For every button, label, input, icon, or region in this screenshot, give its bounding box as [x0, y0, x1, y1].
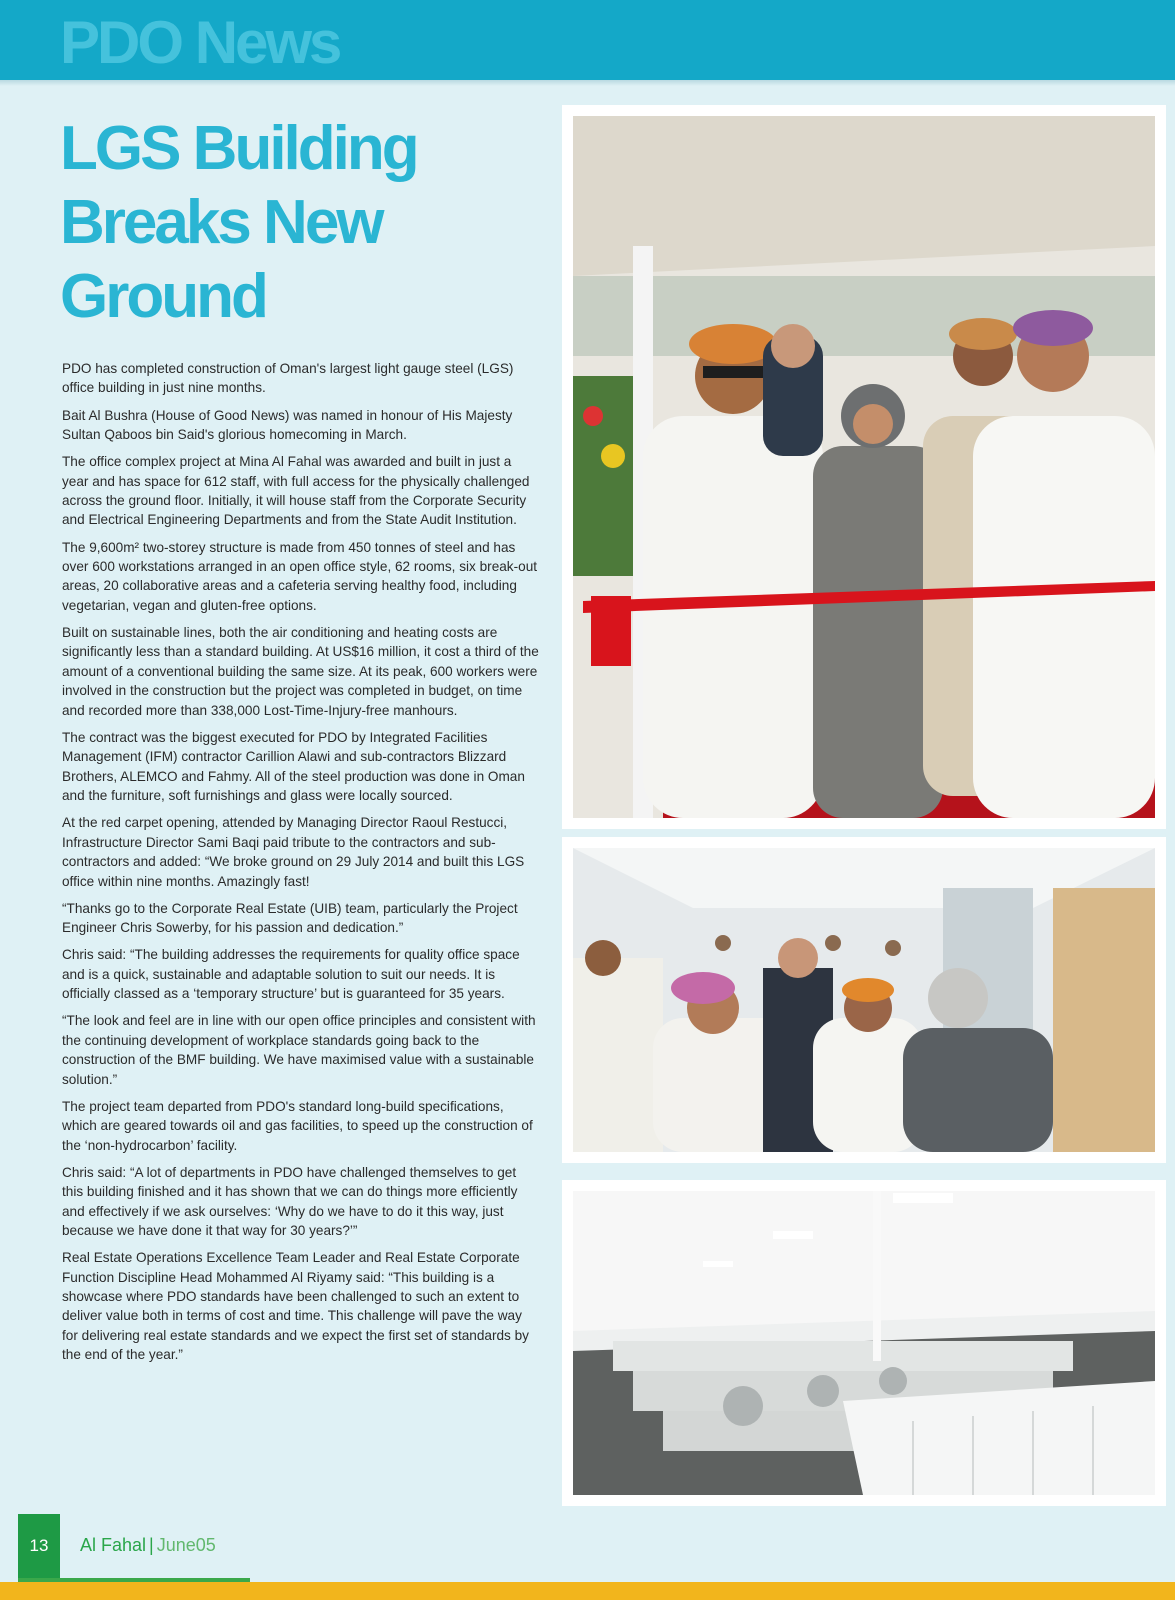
- page-number: 13: [18, 1514, 60, 1578]
- article-paragraph: Chris said: “A lot of departments in PDO have challenged themselves to get this building finished and it has shown that we can do things more efficiently and effectively if we ask ourselves: ‘Why do we have to do it this way, just because we have done it that way for 30 years?’”: [62, 1164, 518, 1239]
- article-paragraph: The project team departed from PDO's standard long-build specifications, which are geared towards oil and gas facilities, to speed up the construction of the ‘non-hydrocarbon’ facility.: [62, 1098, 533, 1153]
- article-body: [62, 359, 540, 1372]
- headline-line: Ground: [60, 262, 266, 331]
- header-shadow: [0, 80, 1175, 86]
- article-paragraph: The office complex project at Mina Al Fahal was awarded and built in just a year and has space for 612 staff, with full access for the physically challenged across the ground floor. Initially, it will house staff from the Corporate Security and Electrical Engineering Departments and from the State Audit Institution.: [62, 454, 530, 528]
- article-paragraph: Real Estate Operations Excellence Team Leader and Real Estate Corporate Function Discipline Head Mohammed Al Riyamy said: “This building is a showcase where PDO standards have been challenged to such an extent to deliver value both in terms of cost and time. This challenge will pave the way for delivering real estate standards and we expect the first set of standards by the end of the year.”: [62, 1250, 529, 1363]
- article-paragraph: PDO has completed construction of Oman's largest light gauge steel (LGS) office building in just nine months.: [62, 361, 514, 396]
- photo-office-group-frame: [562, 837, 1166, 1163]
- article-paragraph: “The look and feel are in line with our open office principles and consistent with the continuing development of workplace standards going back to the construction of the BMF building. We have maximised value with a sustainable solution.”: [62, 1013, 536, 1087]
- photo-office-group: [573, 848, 1155, 1152]
- article-headline: [60, 112, 530, 334]
- photo-ribbon-cutting: [573, 116, 1155, 818]
- footer-separator: |: [149, 1535, 154, 1555]
- section-title: PDO News: [60, 9, 340, 76]
- photo-open-office: [573, 1191, 1155, 1495]
- issue-date: June05: [156, 1535, 216, 1555]
- article-paragraph: Built on sustainable lines, both the air conditioning and heating costs are significantly less than a standard building. At US$16 million, it cost a third of the amount of a conventional building the same size. At its peak, 600 workers were involved in the construction but the project was completed in budget, on time and recorded more than 338,000 Lost-Time-Injury-free manhours.: [62, 625, 539, 718]
- headline-line: Breaks New: [60, 188, 382, 257]
- photo-open-office-frame: [562, 1180, 1166, 1506]
- headline-line: LGS Building: [60, 114, 417, 183]
- article-paragraph: The contract was the biggest executed for PDO by Integrated Facilities Management (IFM) contractor Carillion Alawi and sub-contractors Blizzard Brothers, ALEMCO and Fahmy. All of the steel production was done in Oman and the furniture, soft furnishings and glass were locally sourced.: [62, 729, 525, 804]
- article-paragraph: “Thanks go to the Corporate Real Estate (UIB) team, particularly the Project Engineer Chris Sowerby, for his passion and dedication.”: [62, 900, 518, 936]
- footer-yellow-bar: [0, 1582, 1175, 1600]
- article-paragraph: The 9,600m² two-storey structure is made from 450 tonnes of steel and has over 600 workstations arranged in an open office style, 62 rooms, six break-out areas, 20 collaborative areas and a cafeteria serving healthy food, including vegetarian, vegan and gluten-free options.: [62, 539, 538, 613]
- photo-ribbon-cutting-frame: [562, 105, 1166, 829]
- article-paragraph: Bait Al Bushra (House of Good News) was named in honour of His Majesty Sultan Qaboos bin Said's glorious homecoming in March.: [62, 407, 513, 443]
- article-paragraph: At the red carpet opening, attended by Managing Director Raoul Restucci, Infrastructure Director Sami Baqi paid tribute to the contractors and sub-contractors and added: “We broke ground on 29 July 2014 and built this LGS office within nine months. Amazingly fast!: [62, 815, 525, 889]
- article-paragraph: Chris said: “The building addresses the requirements for quality office space and is a quick, sustainable and adaptable solution to suit our needs. It is officially classed as a ‘temporary structure’ but is guaranteed for 35 years.: [62, 947, 520, 1002]
- footer-publication: [80, 1535, 216, 1556]
- publication-name: Al Fahal: [80, 1535, 147, 1555]
